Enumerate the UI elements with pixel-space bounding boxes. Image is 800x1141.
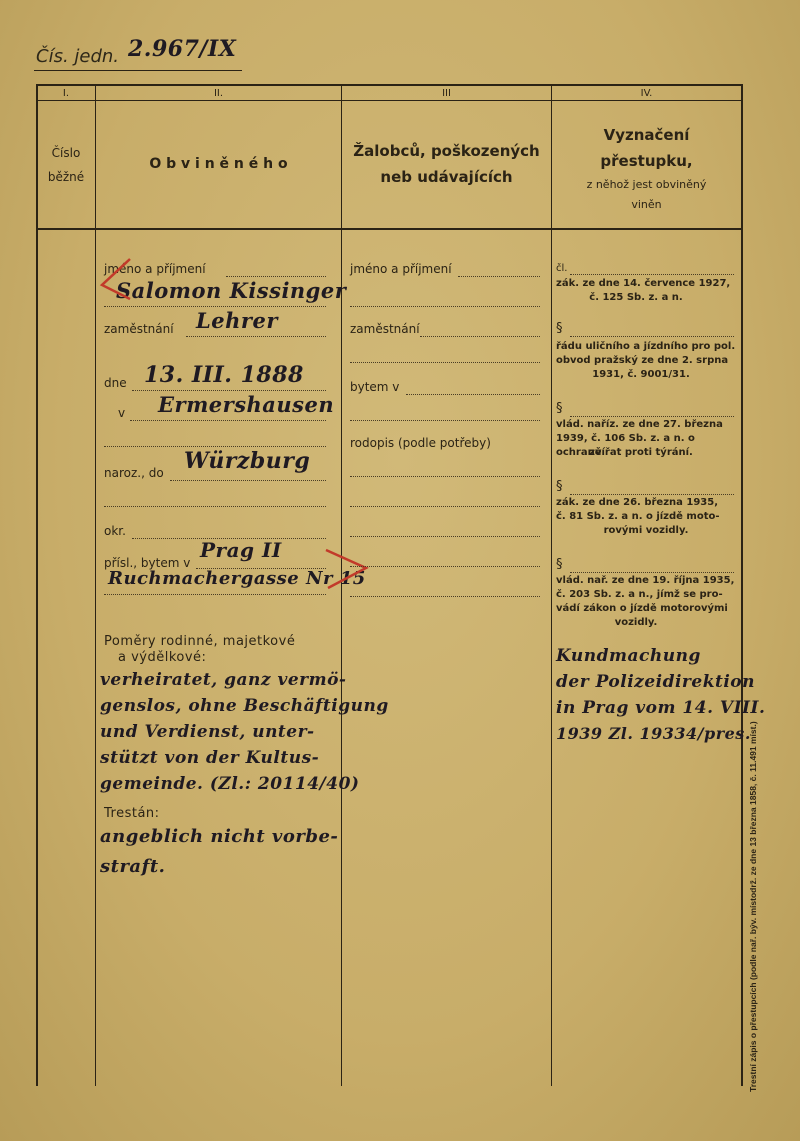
offence-item5-line4: vozidly. <box>614 617 658 628</box>
complainant-rodopis-dotline1 <box>350 476 540 477</box>
offence-item4-line2: č. 81 Sb. z. a n. o jízdě moto- <box>556 511 720 522</box>
offence-item3-line2: 1939, č. 106 Sb. z. a n. o ochraně <box>556 433 695 458</box>
col3-title-line1: Žalobců, poškozených <box>353 142 540 160</box>
col4-title-line2: přestupku, <box>600 152 693 170</box>
header-bottom-border <box>36 228 743 230</box>
complainant-rodopis-dotline5 <box>350 596 540 597</box>
accused-occupation-label: zaměstnání <box>104 322 174 336</box>
offence-par4-dotline <box>570 572 734 573</box>
accused-name-label: jméno a příjmení <box>104 262 206 276</box>
complainant-blank-dotline2 <box>350 420 540 421</box>
col-number-4: IV. <box>640 88 653 99</box>
accused-okr-label: okr. <box>104 524 126 538</box>
accused-place-label: v <box>118 406 126 420</box>
complainant-name-label: jméno a příjmení <box>350 262 452 276</box>
accused-street-dotline <box>104 594 326 595</box>
offence-handwritten-line2: der Polizeidirektion <box>556 672 755 692</box>
family-line-2: genslos, ohne Beschäftigung <box>100 696 389 716</box>
col-number-3: III <box>442 88 451 99</box>
punished-label: Trestán: <box>104 806 160 821</box>
complainant-rodopis-label: rodopis (podle potřeby) <box>350 436 491 450</box>
complainant-rodopis-dotline2 <box>350 506 540 507</box>
accused-place-dotline <box>130 420 326 421</box>
table-left-border <box>36 84 38 1086</box>
accused-name-value: Salomon Kissinger <box>116 278 347 303</box>
accused-naroz-label: naroz., do <box>104 466 164 480</box>
col-number-2: II. <box>213 88 224 99</box>
offence-handwritten-line3: in Prag vom 14. VIII. <box>556 698 766 718</box>
offence-item5-line2: č. 203 Sb. z. a n., jímž se pro- <box>556 589 723 600</box>
col1-title-line2: běžné <box>47 170 85 184</box>
offence-item3-line3: zvířat proti týrání. <box>589 447 693 458</box>
offence-par1-dotline <box>570 336 734 337</box>
accused-name-dotline <box>226 276 326 277</box>
offence-item5-line1: vlád. nař. ze dne 19. října 1935, <box>556 575 735 586</box>
complainant-address-label: bytem v <box>350 380 400 394</box>
family-label-line2: a výdělkové: <box>118 650 207 665</box>
offence-cl-dotline <box>570 274 734 275</box>
col-divider-1 <box>95 84 96 1086</box>
offence-par2: § <box>556 401 563 416</box>
offence-par3-dotline <box>570 494 734 495</box>
accused-occupation-dotline <box>186 336 326 337</box>
complainant-occupation-dotline <box>420 336 540 337</box>
header-number-row-border <box>36 100 743 101</box>
punished-line-1: angeblich nicht vorbe- <box>100 826 339 847</box>
family-line-4: stützt von der Kultus- <box>100 748 320 768</box>
accused-prisl-label: přísl., bytem v <box>104 556 191 570</box>
reference-number: 2.967/IX <box>128 36 237 62</box>
accused-name-dotline2 <box>104 306 326 307</box>
offence-item3-line1: vlád. naříz. ze dne 27. března <box>556 419 723 430</box>
accused-born-label: dne <box>104 376 127 390</box>
family-label-line1: Poměry rodinné, majetkové <box>104 634 296 649</box>
offence-item2-line1: řádu uličního a jízdního pro pol. <box>556 341 736 352</box>
offence-item1-line1: zák. ze dne 14. července 1927, <box>556 278 731 289</box>
offence-handwritten-line1: Kundmachung <box>556 646 701 666</box>
table-right-border <box>741 84 743 1086</box>
col1-title-line1: Číslo <box>51 146 81 160</box>
complainant-occupation-label: zaměstnání <box>350 322 420 336</box>
col4-title-line3: z něhož jest obviněný <box>586 178 707 191</box>
side-note-vertical: Trestní zápis o přestupcích (podle nař. býv. místodrž. ze dne 13 března 1858, č. 11.491 míst.) <box>748 721 758 1092</box>
offence-cl-label: čl. <box>556 263 568 274</box>
offence-item2-line2: obvod pražský ze dne 2. srpna <box>556 355 729 366</box>
accused-born-dotline <box>132 390 326 391</box>
family-line-5: gemeinde. (Zl.: 20114/40) <box>100 774 360 794</box>
accused-naroz-dotline <box>170 480 326 481</box>
accused-blank-dotline <box>104 446 326 447</box>
offence-par4: § <box>556 557 563 572</box>
red-arrow-mark <box>322 546 370 592</box>
complainant-rodopis-dotline3 <box>350 536 540 537</box>
accused-prisl-value: Prag II <box>200 538 282 562</box>
reference-label: Čís. jedn. <box>36 46 120 67</box>
accused-place-value: Ermershausen <box>158 392 335 417</box>
col4-title-line4: viněn <box>631 198 662 211</box>
complainant-name-dotline2 <box>350 306 540 307</box>
col-number-1: I. <box>62 88 70 99</box>
red-bracket-mark <box>96 255 136 305</box>
reference-underline <box>34 70 242 71</box>
accused-street-value: Ruchmachergasse Nr 15 <box>108 568 366 589</box>
accused-blank-dotline2 <box>104 506 326 507</box>
offence-par2-dotline <box>570 416 734 417</box>
offence-item5-line3: vádí zákon o jízdě motorovými <box>556 603 728 614</box>
complainant-blank-dotline <box>350 362 540 363</box>
accused-naroz-value: Würzburg <box>184 448 311 474</box>
offence-handwritten-line4: 1939 Zl. 19334/pres. <box>556 724 751 743</box>
col-divider-3 <box>551 84 552 1086</box>
col4-title-line1: Vyznačení <box>603 126 690 144</box>
offence-par3: § <box>556 479 563 494</box>
offence-item1-line2: č. 125 Sb. z. a n. <box>589 292 683 303</box>
offence-item4-line3: rovými vozidly. <box>603 525 689 536</box>
complainant-name-dotline <box>458 276 540 277</box>
offence-item4-line1: zák. ze dne 26. března 1935, <box>556 497 718 508</box>
family-line-3: und Verdienst, unter- <box>100 722 315 742</box>
offence-item2-line3: 1931, č. 9001/31. <box>592 369 690 380</box>
family-line-1: verheiratet, ganz vermö- <box>100 670 347 690</box>
accused-occupation-value: Lehrer <box>196 308 278 333</box>
table-top-border <box>36 84 743 86</box>
complainant-address-dotline <box>406 394 540 395</box>
complainant-rodopis-dotline4 <box>350 566 540 567</box>
col2-title: O b v i n ě n é h o <box>149 156 288 172</box>
col3-title-line2: neb udávajících <box>380 168 513 186</box>
punished-line-2: straft. <box>100 856 166 877</box>
offence-par1: § <box>556 321 563 336</box>
accused-born-value: 13. III. 1888 <box>144 362 304 388</box>
